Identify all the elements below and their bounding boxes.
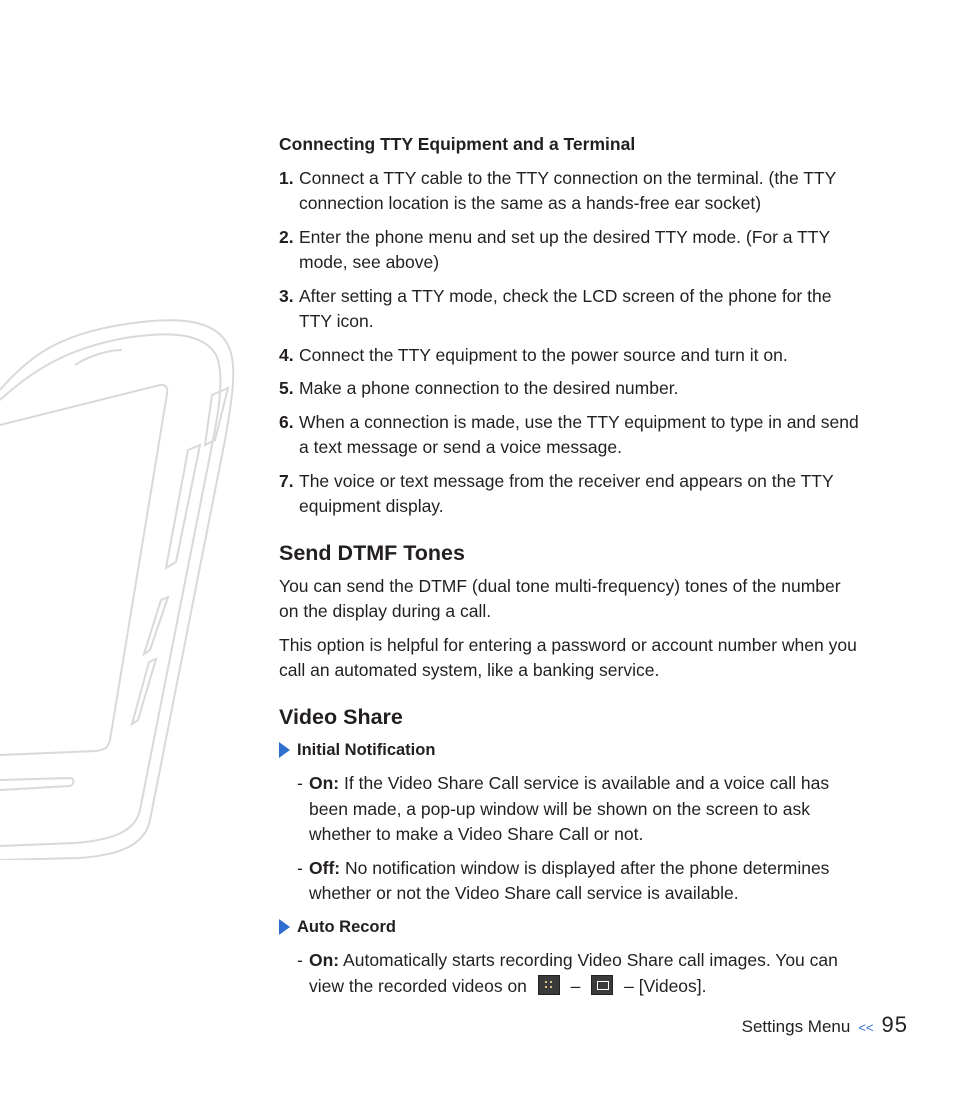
page-footer	[742, 1012, 908, 1038]
page-number: 95	[881, 1012, 908, 1037]
list-item	[279, 225, 864, 276]
page-content	[279, 132, 864, 1007]
tty-steps	[279, 166, 864, 520]
auto-record-heading	[279, 915, 864, 941]
auto-record-on-item	[279, 948, 864, 999]
list-item	[279, 376, 864, 402]
step-text: When a connection is made, use the TTY equipment to type in and send a text message or send a voice message.	[299, 411, 859, 457]
option-label: On:	[309, 950, 340, 970]
dash: -	[297, 773, 303, 793]
dash: -	[297, 857, 303, 878]
option-text: If the Video Share Call service is available and a voice call has been made, a pop-up window will be shown on the screen to ask whether to make a Video Share Call or not.	[309, 773, 830, 844]
option-end-text: – [Videos].	[624, 975, 707, 996]
auto-record-label: Auto Record	[297, 917, 396, 936]
initial-notification-label: Initial Notification	[297, 740, 436, 759]
step-text: After setting a TTY mode, check the LCD screen of the phone for the TTY icon.	[299, 285, 832, 331]
triangle-bullet-icon	[279, 919, 290, 935]
list-item	[279, 410, 864, 461]
initial-on-item	[279, 771, 864, 848]
option-label: Off:	[309, 857, 341, 878]
my-stuff-folder-icon	[591, 975, 613, 995]
step-number: 7.	[279, 470, 294, 491]
separator: –	[570, 975, 581, 996]
footer-section-title: Settings Menu	[741, 1017, 851, 1036]
phone-illustration	[0, 300, 240, 860]
step-number: 6.	[279, 411, 294, 432]
list-item	[279, 469, 864, 520]
list-item	[279, 284, 864, 335]
option-text: No notification window is displayed after the phone determines whether or not the Video Share call service is available.	[309, 857, 830, 903]
step-number: 5.	[279, 378, 294, 398]
dtmf-paragraph: You can send the DTMF (dual tone multi-frequency) tones of the number on the display during a call.	[279, 575, 841, 621]
step-number: 3.	[279, 285, 294, 306]
video-share-heading: Video Share	[279, 704, 403, 729]
step-number: 2.	[279, 226, 294, 247]
option-label: On:	[309, 773, 340, 793]
option-text: Automatically starts recording Video Share call images. You can view the recorded videos on	[309, 950, 838, 996]
step-text: The voice or text message from the receiver end appears on the TTY equipment display.	[299, 470, 834, 516]
dash: -	[297, 950, 303, 970]
step-text: Connect a TTY cable to the TTY connection on the terminal. (the TTY connection location is the same as a hands-free ear socket)	[299, 167, 836, 213]
step-text: Connect the TTY equipment to the power source and turn it on.	[299, 344, 788, 365]
menu-grid-icon	[538, 975, 560, 995]
triangle-bullet-icon	[279, 742, 290, 758]
dtmf-heading: Send DTMF Tones	[279, 540, 465, 565]
step-text: Make a phone connection to the desired number.	[299, 378, 679, 398]
chevrons-icon: <<	[858, 1020, 874, 1035]
initial-off-item	[279, 856, 864, 907]
step-text: Enter the phone menu and set up the desired TTY mode. (For a TTY mode, see above)	[299, 226, 830, 272]
step-number: 4.	[279, 344, 294, 365]
initial-notification-heading	[279, 738, 864, 764]
step-number: 1.	[279, 167, 294, 188]
tty-heading: Connecting TTY Equipment and a Terminal	[279, 134, 636, 154]
dtmf-paragraph: This option is helpful for entering a password or account number when you call an automated system, like a banking service.	[279, 634, 857, 680]
list-item	[279, 343, 864, 369]
list-item	[279, 166, 864, 217]
